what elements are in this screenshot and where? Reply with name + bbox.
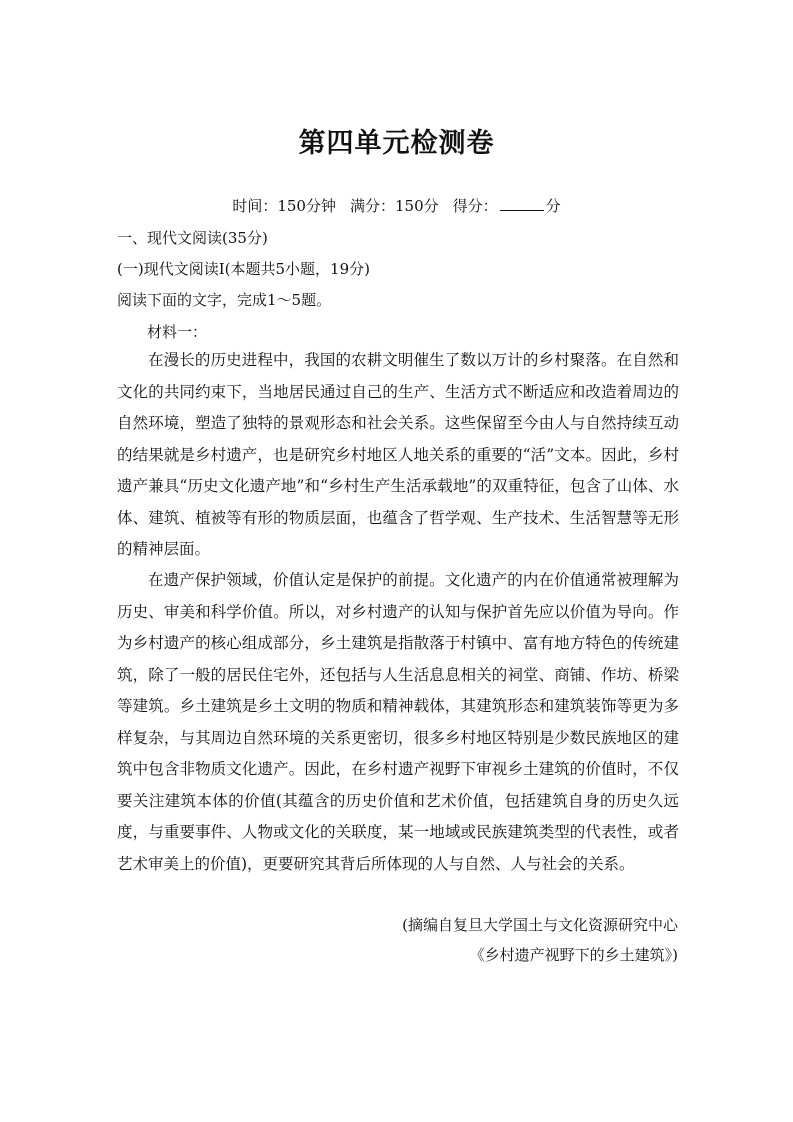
exam-info bbox=[0, 194, 793, 218]
score-blank bbox=[500, 196, 544, 211]
source-line-1: (摘编自复旦大学国土与文化资源研究中心 bbox=[402, 916, 678, 934]
paragraph-1: 在漫长的历史进程中，我国的农耕文明催生了数以万计的乡村聚落。在自然和文化的共同约束下，当地居民通过自己的生产、生活方式不断适应和改造着周边的自然环境，塑造了独特的景观形态和社会关系。这些保留至今由人与自然持续互动的结果就是乡村遗产，也是研究乡村地区人地关系的重要的“活”文本。因此，乡村遗产兼具“历史文化遗产地”和“乡村生产生活承载地”的双重特征，包含了山体、水体、建筑、植被等有形的物质层面，也蕴含了哲学观、生产技术、生活智慧等无形的精神层面。 bbox=[117, 351, 679, 558]
subsection-heading: (一)现代文阅读Ⅰ(本题共5小题，19分) bbox=[117, 260, 370, 278]
material-label: 材料一： bbox=[147, 323, 208, 341]
exam-full-score: 满分：150分 bbox=[349, 197, 439, 215]
instruction: 阅读下面的文字，完成1～5题。 bbox=[117, 291, 332, 309]
exam-time: 时间：150分钟 bbox=[232, 197, 336, 215]
paragraph-2: 在遗产保护领域，价值认定是保护的前提。文化遗产的内在价值通常被理解为历史、审美和科学价值。所以，对乡村遗产的认知与保护首先应以价值为导向。作为乡村遗产的核心组成部分，乡土建筑是指散落于村镇中、富有地方特色的传统建筑，除了一般的居民住宅外，还包括与人生活息息相关的祠堂、商铺、作坊、桥梁等建筑。乡土建筑是乡土文明的物质和精神载体，其建筑形态和建筑装饰等更为多样复杂，与其周边自然环境的关系更密切，很多乡村地区特别是少数民族地区的建筑中包含非物质文化遗产。因此，在乡村遗产视野下审视乡土建筑的价值时，不仅要关注建筑本体的价值(其蕴含的历史价值和艺术价值，包括建筑自身的历史久远度，与重要事件、人物或文化的关联度，某一地域或民族建筑类型的代表性，或者艺术审美上的价值)，更要研究其背后所体现的人与自然、人与社会的关系。 bbox=[117, 571, 679, 873]
exam-score-unit: 分 bbox=[545, 197, 561, 215]
section-heading: 一、现代文阅读(35分) bbox=[117, 229, 268, 247]
exam-score-label: 得分： bbox=[452, 197, 498, 215]
page-title: 第四单元检测卷 bbox=[298, 128, 495, 159]
source-line-2: 《乡村遗产视野下的乡土建筑》) bbox=[469, 946, 678, 964]
